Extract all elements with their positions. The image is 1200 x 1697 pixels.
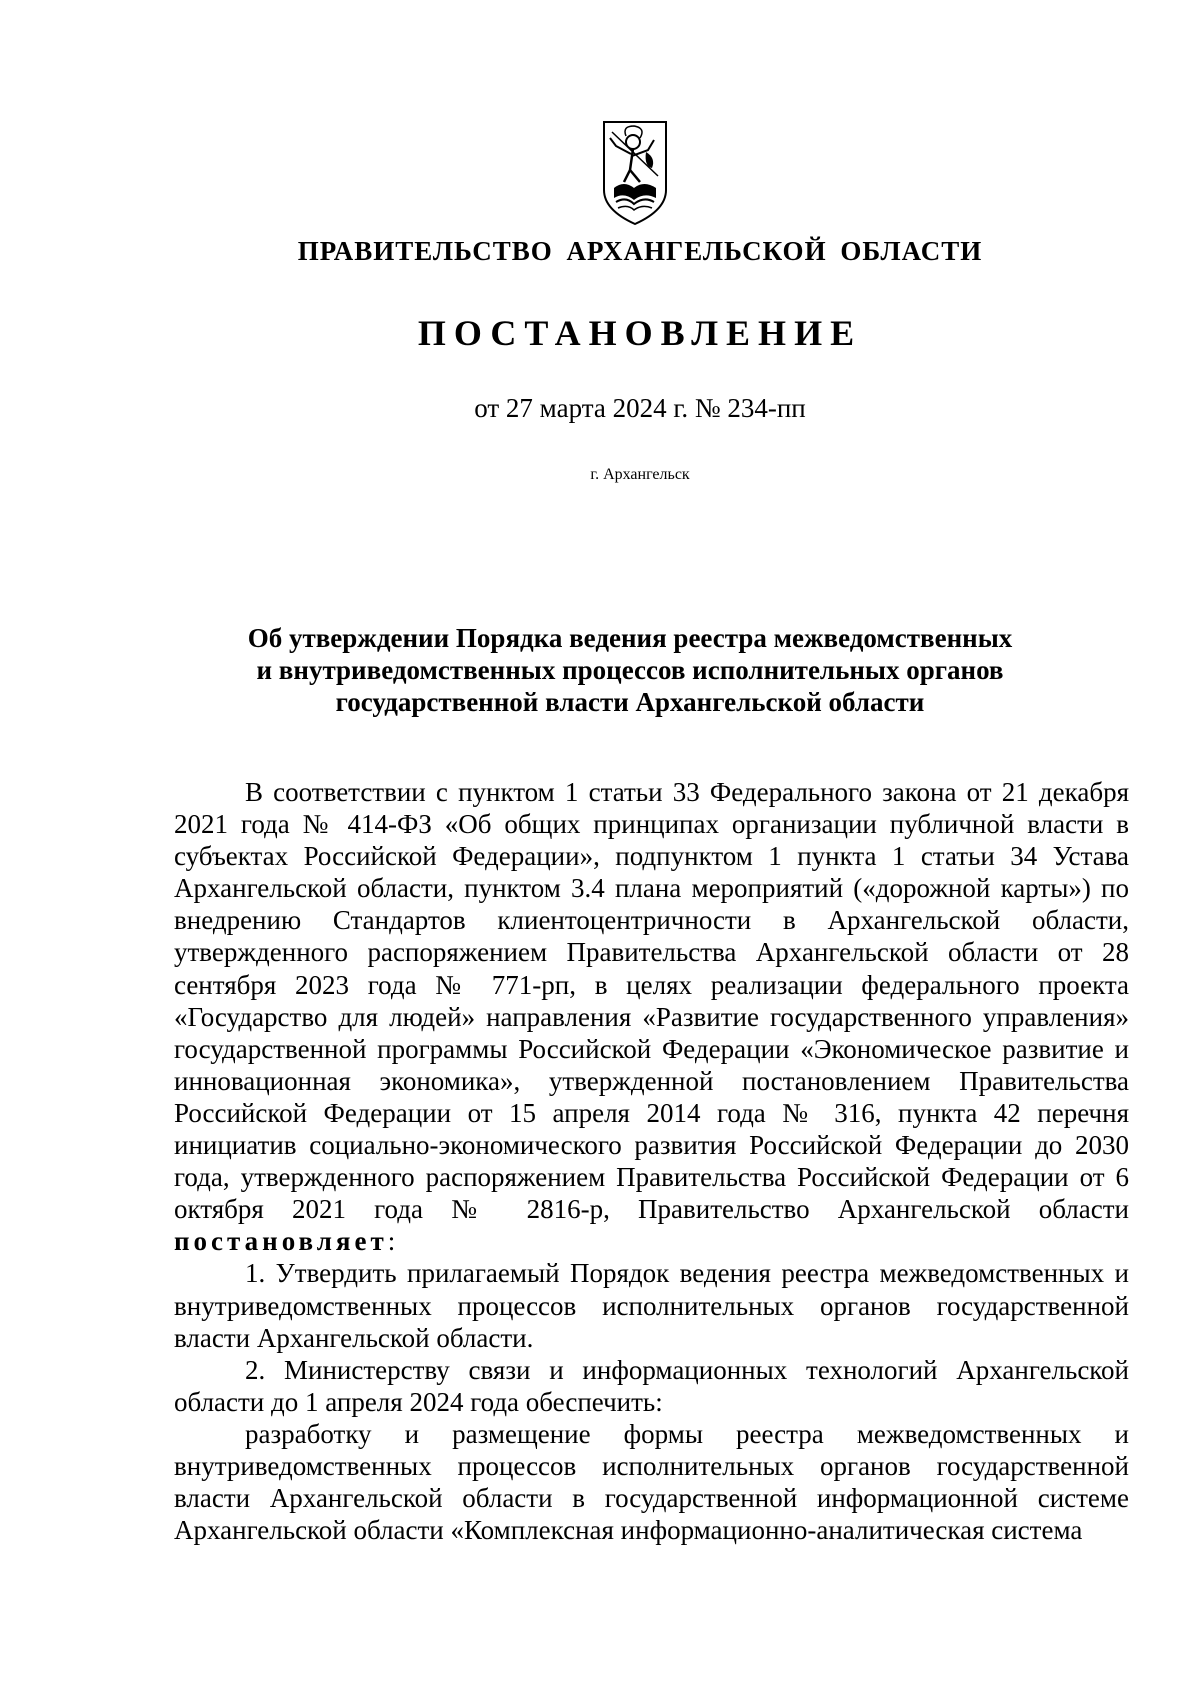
document-number-date: от 27 марта 2024 г. № 234-пп: [474, 393, 806, 423]
document-title-line: Об утверждении Порядка ведения реестра межведомственных: [247, 623, 1013, 653]
document-title: [230, 622, 1030, 718]
document-body: [174, 776, 1129, 1546]
document-type: ПОСТАНОВЛЕНИЕ: [417, 313, 863, 353]
coat-of-arms-icon: [600, 118, 670, 228]
document-title-line: государственной власти Архангельской области: [335, 687, 925, 717]
document-city: г. Архангельск: [590, 466, 690, 483]
decree-colon: :: [387, 1226, 396, 1257]
organization-name: ПРАВИТЕЛЬСТВО АРХАНГЕЛЬСКОЙ ОБЛАСТИ: [297, 236, 983, 266]
item-1-paragraph: 1. Утвердить прилагаемый Порядок ведения реестра межведомственных и внутриведомственных процессов исполнительных органов государственной власти Архангельской области.: [174, 1258, 1129, 1353]
item-2-paragraph: 2. Министерству связи и информационных технологий Архангельской области до 1 апреля 2024 года обеспечить:: [174, 1354, 1129, 1417]
document-title-line: и внутриведомственных процессов исполнительных органов: [256, 655, 1004, 685]
preamble-text: В соответствии с пунктом 1 статьи 33 Федерального закона от 21 декабря 2021 года № 414-ФЗ «Об общих принципах организации публичной власти в субъектах Российской Федерации», подпунктом 1 пункта 1 статьи 34 Устава Архангельской области, пунктом 3.4 плана мероприятий («дорожной карты») по внедрению Стандартов клиентоцентричности в Архангельской области, утвержденного распоряжением Правительства Архангельской области от 28 сентября 2023 года № 771-рп, в целях реализации федерального проекта «Государство для людей» направления «Развитие государственного управления» государственной программы Российской Федерации «Экономическое развитие и инновационная экономика», утвержденной постановлением Правительства Российской Федерации от 15 апреля 2014 года № 316, пункта 42 перечня инициатив социально-экономического развития Российской Федерации до 2030 года, утвержденного распоряжением Правительства Российской Федерации от 6 октября 2021 года № 2816-р, Правительство Архангельской области: [174, 777, 1129, 1225]
item-2-sub-paragraph: разработку и размещение формы реестра межведомственных и внутриведомственных процессов исполнительных органов государственной власти Архангельской области в государственной информационной системе Архангельской области «Комплексная информационно-аналитическая система: [174, 1418, 1129, 1546]
preamble-paragraph: [174, 776, 1129, 1257]
decree-word: постановляет: [174, 1226, 388, 1257]
